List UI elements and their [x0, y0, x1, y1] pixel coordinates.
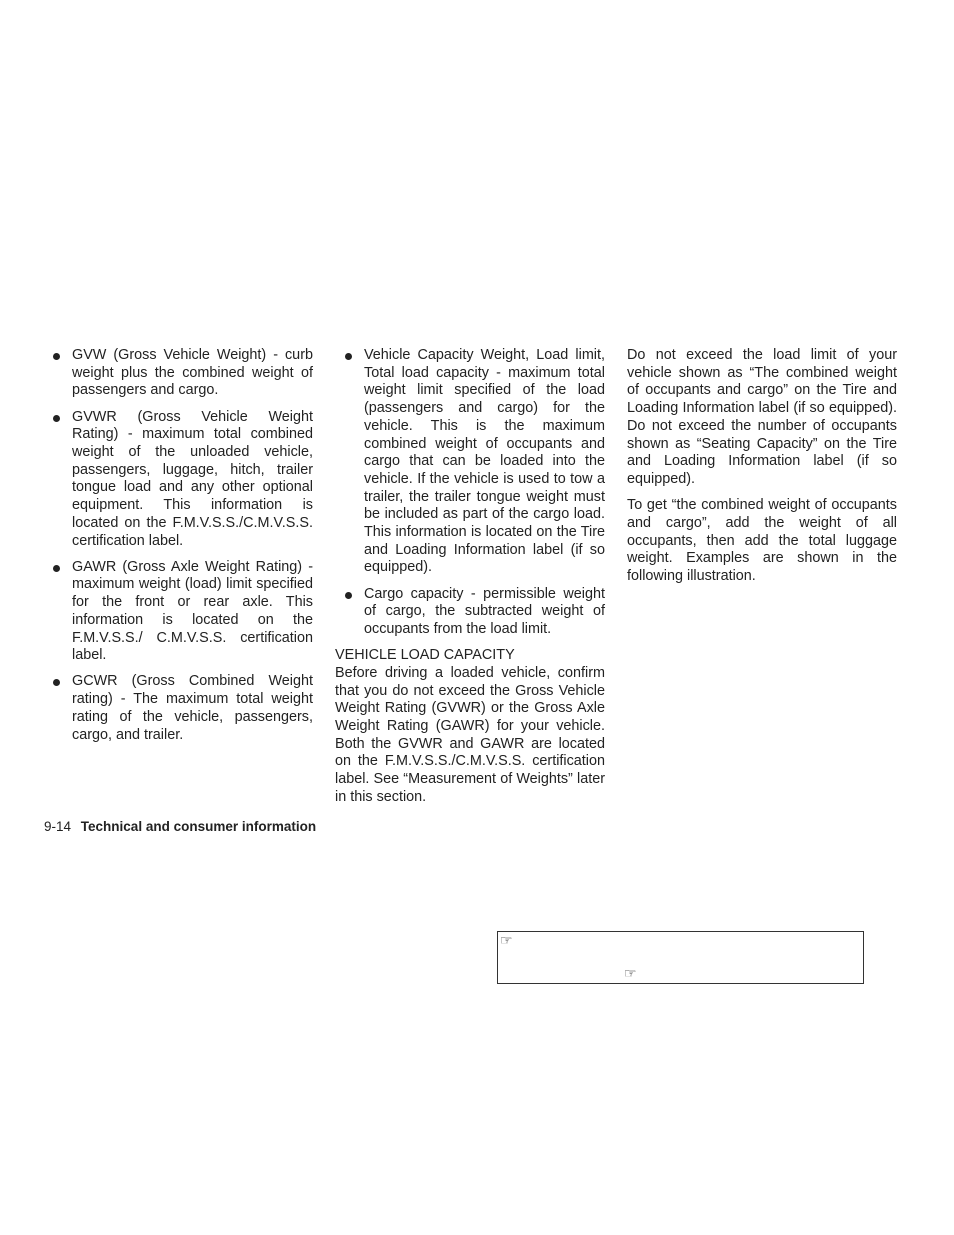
bullet-icon — [53, 353, 60, 360]
list-item — [52, 347, 313, 400]
column-1 — [52, 347, 313, 753]
list-item-text: Cargo capacity - permissible weight of cargo, the subtracted weight of occupants from the load limit. — [364, 585, 605, 638]
bullet-list-2 — [344, 347, 605, 639]
column-2 — [335, 347, 605, 807]
list-item — [344, 347, 605, 577]
paragraph: Do not exceed the load limit of your vehicle shown as “The combined weight of occupants and cargo” on the Tire and Loading Information label (if so equipped). Do not exceed the number of occupants shown as “Seating Capacity” on the Tire and Loading Information label (if so equipped). — [627, 347, 897, 487]
list-item-text: GCWR (Gross Combined Weight rating) - The maximum total weight rating of the vehicle, passengers, cargo, and trailer. — [72, 673, 313, 743]
list-item-text: GVWR (Gross Vehicle Weight Rating) - maximum total combined weight of the unloaded vehicle, passengers, luggage, hitch, trailer tongue load and any other optional equipment. This information is located on the F.M.V.S.S./C.M.V.S.S. certification label. — [72, 408, 313, 549]
section-title: Technical and consumer information — [80, 819, 317, 834]
list-item — [52, 409, 313, 551]
list-item — [52, 673, 313, 744]
paragraph: To get “the combined weight of occupants and cargo”, add the weight of all occupants, then add the total luggage weight. Examples are shown in the following illustration. — [627, 497, 897, 584]
bullet-icon — [53, 415, 60, 422]
list-item-text: GAWR (Gross Axle Weight Rating) - maximum weight (load) limit specified for the front or rear axle. This information is located on the F.M.V.S.S./ C.M.V.S.S. certification label. — [72, 558, 313, 664]
list-item — [52, 559, 313, 665]
bullet-icon — [345, 592, 352, 599]
bullet-icon — [53, 679, 60, 686]
list-item-text: Vehicle Capacity Weight, Load limit, Total load capacity - maximum total weight limit specified of the load (passengers and cargo) for the vehicle. This is the maximum combined weight of occupants and cargo that can be loaded into the vehicle. If the vehicle is used to tow a trailer, the trailer tongue weight must be included as part of the cargo load. This information is located on the Tire and Loading Information label (if so equipped). — [364, 347, 605, 576]
page-number: 9-14 — [44, 819, 72, 834]
note-box — [497, 931, 864, 984]
list-item — [344, 586, 605, 639]
bullet-icon — [345, 353, 352, 360]
bullet-icon — [53, 565, 60, 572]
page-footer — [44, 819, 316, 834]
section-heading: VEHICLE LOAD CAPACITY — [335, 647, 515, 664]
column-3 — [627, 347, 897, 594]
pointing-hand-icon: ☞ — [500, 932, 513, 948]
list-item-text: GVW (Gross Vehicle Weight) - curb weight plus the combined weight of passengers and cargo. — [72, 347, 313, 399]
paragraph: Before driving a loaded vehicle, confirm that you do not exceed the Gross Vehicle Weight Rating (GVWR) or the Gross Axle Weight Rating (GAWR) for your vehicle. Both the GVWR and GAWR are located on the F.M.V.S.S./C.M.V.S.S. certification label. See “Measurement of Weights” later in this section. — [335, 664, 605, 805]
pointing-hand-icon: ☞ — [624, 965, 637, 981]
bullet-list-1 — [52, 347, 313, 744]
